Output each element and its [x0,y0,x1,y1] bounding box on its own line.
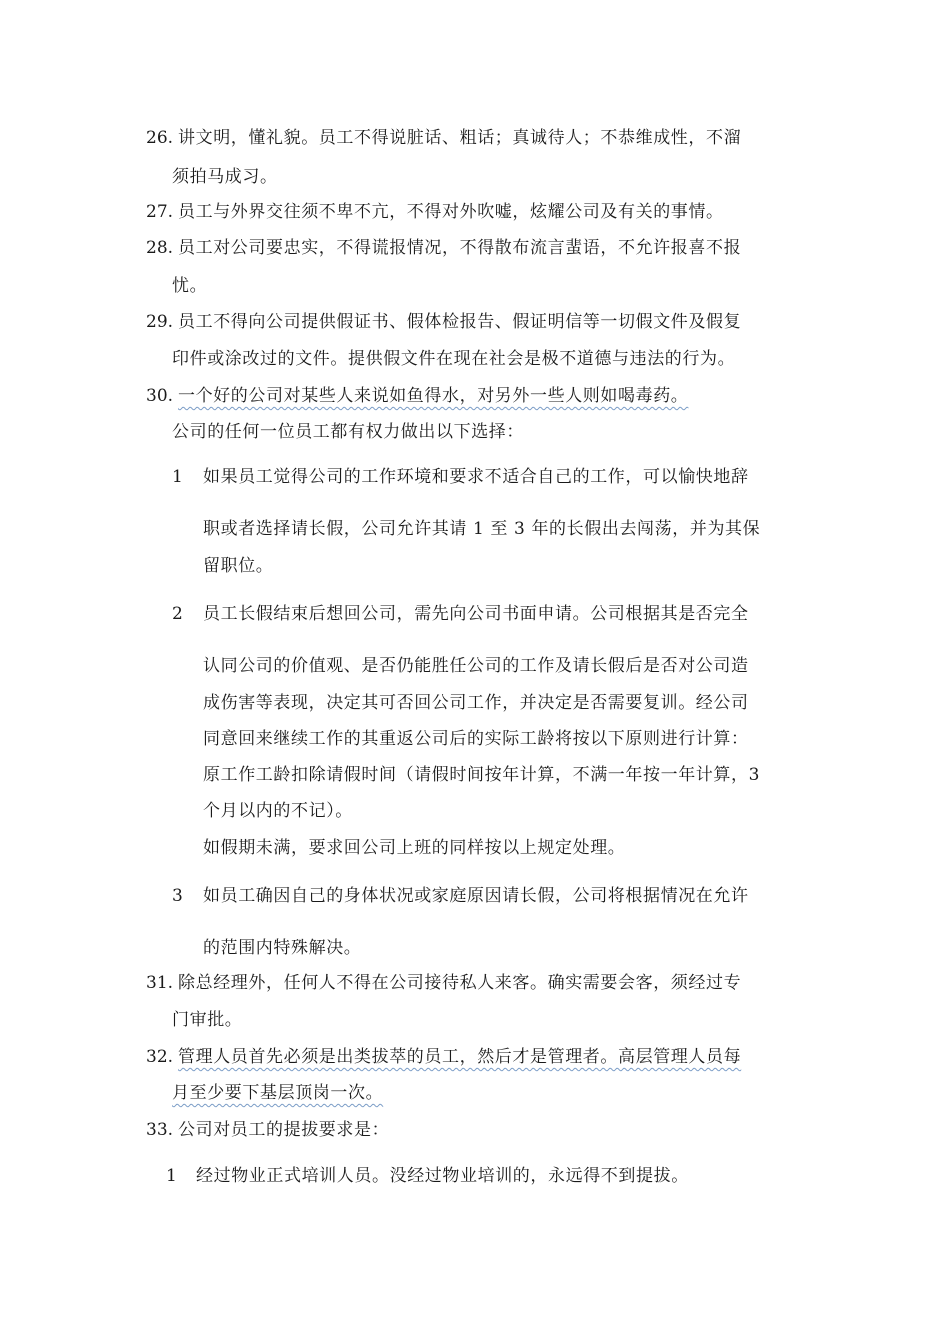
choice-number: 3 [172,886,183,906]
item-text-line: 公司对员工的提拔要求是： [178,1120,390,1140]
item-text-line: 员工不得向公司提供假证书、假体检报告、假证明信等一切假文件及假复 [178,312,742,332]
item-number: 29. [146,312,174,332]
choice-number: 2 [172,604,183,624]
item-text-line: 员工与外界交往须不卑不亢，不得对外吹嘘，炫耀公司及有关的事情。 [178,202,724,222]
item-number: 28. [146,238,174,258]
item-number: 32. [146,1047,174,1067]
item-number: 31. [146,973,174,993]
choice-text-line: 留职位。 [203,556,274,576]
choice-text-line: 成伤害等表现，决定其可否回公司工作，并决定是否需要复训。经公司 [203,693,749,713]
choice-text-line: 如假期未满，要求回公司上班的同样按以上规定处理。 [203,838,626,858]
choice-text-line: 原工作工龄扣除请假时间（请假时间按年计算，不满一年按一年计算，3 [203,765,761,785]
choice-text-line: 职或者选择请长假，公司允许其请 1 至 3 年的长假出去闯荡，并为其保 [203,519,761,539]
item-text-line: 印件或涂改过的文件。提供假文件在现在社会是极不道德与违法的行为。 [172,349,736,369]
item-number: 26. [146,128,174,148]
item-text-line: 管理人员首先必须是出类拔萃的员工，然后才是管理者。高层管理人员每 [178,1047,742,1067]
choice-text-line: 个月以内的不记）。 [203,801,353,821]
item-text-line: 月至少要下基层顶岗一次。 [172,1083,384,1103]
promotion-text-line: 经过物业正式培训人员。没经过物业培训的，永远得不到提拔。 [196,1166,689,1186]
item-text-line: 员工对公司要忠实，不得谎报情况，不得散布流言蜚语，不允许报喜不报 [178,238,742,258]
item-number: 27. [146,202,174,222]
item-text-line: 公司的任何一位员工都有权力做出以下选择： [172,422,524,442]
promotion-number: 1 [166,1166,177,1186]
choice-text-line: 员工长假结束后想回公司，需先向公司书面申请。公司根据其是否完全 [203,604,749,624]
choice-text-line: 的范围内特殊解决。 [203,938,362,958]
item-text-line: 须拍马成习。 [172,167,278,187]
choice-text-line: 如果员工觉得公司的工作环境和要求不适合自己的工作，可以愉快地辞 [203,467,749,487]
choice-text-line: 如员工确因自己的身体状况或家庭原因请长假，公司将根据情况在允许 [203,886,749,906]
choice-text-line: 同意回来继续工作的其重返公司后的实际工龄将按以下原则进行计算： [203,729,749,749]
choice-number: 1 [172,467,183,487]
item-text-line: 除总经理外，任何人不得在公司接待私人来客。确实需要会客，须经过专 [178,973,742,993]
item-number: 30. [146,386,174,406]
item-text-line: 门审批。 [172,1010,243,1030]
item-number: 33. [146,1120,174,1140]
item-text-line: 讲文明，懂礼貌。员工不得说脏话、粗话；真诚待人；不恭维成性，不溜 [178,128,742,148]
item-text-line: 一个好的公司对某些人来说如鱼得水，对另外一些人则如喝毒药。 [178,386,689,406]
choice-text-line: 认同公司的价值观、是否仍能胜任公司的工作及请长假后是否对公司造 [203,656,749,676]
item-text-line: 忧。 [172,276,208,296]
